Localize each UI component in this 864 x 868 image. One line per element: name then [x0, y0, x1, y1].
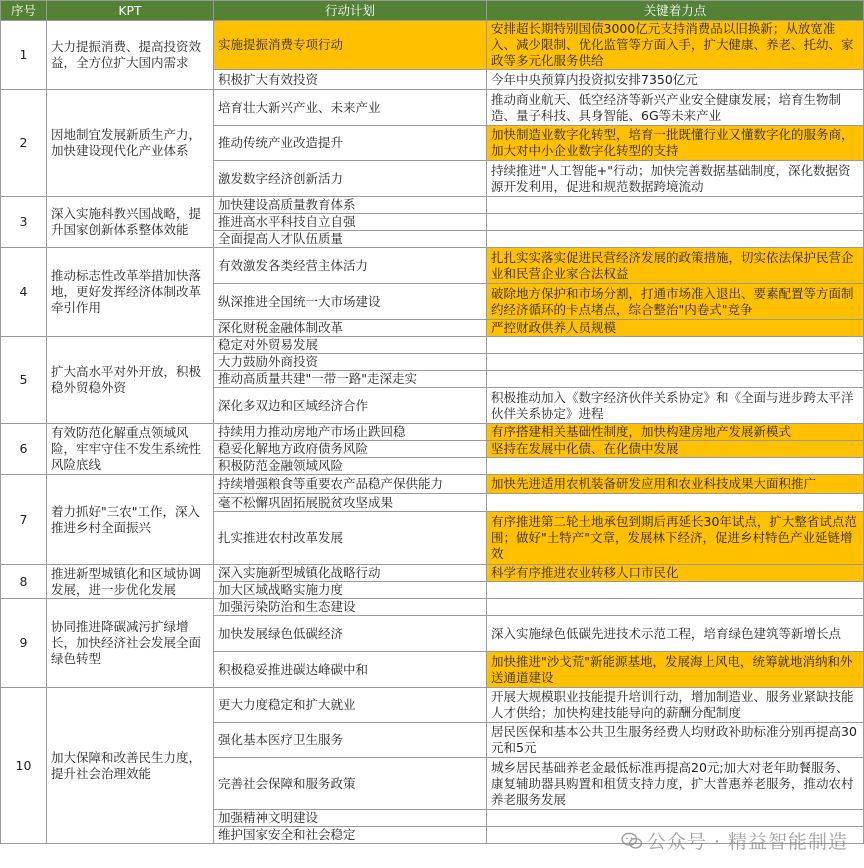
key-point-cell: 加快先进适用农机装备研发应用和农业科技成果大面积推广: [487, 475, 864, 494]
header-kpt: KPT: [47, 1, 214, 21]
action-plan-cell: 激发数字经济创新活力: [214, 161, 487, 197]
section-kpt: 着力抓好"三农"工作，深入推进乡村全面振兴: [47, 475, 214, 565]
key-point-cell: 坚持在发展中化债、在化债中发展: [487, 441, 864, 458]
key-point-cell: [487, 231, 864, 248]
action-plan-cell: 有效激发各类经营主体活力: [214, 248, 487, 284]
table-row: [1, 688, 864, 723]
action-plan-cell: 加快建设高质量教育体系: [214, 197, 487, 214]
key-point-cell: 有序推进第二轮土地承包到期后再延长30年试点，扩大整省试点范围；做好"土特产"文章，发展林下经济，促进乡村特色产业延链增效: [487, 512, 864, 565]
action-plan-cell: 大力鼓励外商投资: [214, 354, 487, 371]
key-point-cell: 持续推进"人工智能+"行动；加快完善数据基础制度，深化数据资源开发利用，促进和规范数据跨境流动: [487, 161, 864, 197]
action-plan-cell: 深化财税金融体制改革: [214, 320, 487, 337]
action-plan-cell: 加强精神文明建设: [214, 810, 487, 827]
action-plan-cell: 推动高质量共建"一带一路"走深走实: [214, 371, 487, 388]
action-plan-cell: 培育壮大新兴产业、未来产业: [214, 90, 487, 126]
action-plan-cell: 加快发展绿色低碳经济: [214, 616, 487, 652]
action-plan-cell: 推动传统产业改造提升: [214, 126, 487, 161]
key-point-cell: [487, 371, 864, 388]
key-point-cell: 推动商业航天、低空经济等新兴产业安全健康发展；培育生物制造、量子科技、具身智能、6G等未来产业: [487, 90, 864, 126]
action-plan-cell: 稳定对外贸易发展: [214, 337, 487, 354]
key-point-cell: 居民医保和基本公共卫生服务经费人均财政补助标准分别再提高30元和5元: [487, 723, 864, 758]
section-kpt: 推动标志性改革举措加快落地，更好发挥经济体制改革牵引作用: [47, 248, 214, 337]
section-index: 1: [1, 21, 47, 90]
section-index: 2: [1, 90, 47, 197]
key-point-cell: [487, 810, 864, 827]
section-kpt: 因地制宜发展新质生产力，加快建设现代化产业体系: [47, 90, 214, 197]
section-kpt: 扩大高水平对外开放，积极稳外贸稳外资: [47, 337, 214, 424]
key-point-cell: [487, 354, 864, 371]
section-index: 3: [1, 197, 47, 248]
key-point-cell: 今年中央预算内投资拟安排7350亿元: [487, 70, 864, 90]
action-plan-cell: 强化基本医疗卫生服务: [214, 723, 487, 758]
watermark-text: 公众号 · 精益智能制造: [646, 831, 848, 853]
key-point-cell: 严控财政供养人员规模: [487, 320, 864, 337]
table-row: [1, 565, 864, 582]
action-plan-cell: 全面提高人才队伍质量: [214, 231, 487, 248]
section-index: 4: [1, 248, 47, 337]
key-point-cell: 深入实施绿色低碳先进技术示范工程，培育绿色建筑等新增长点: [487, 616, 864, 652]
key-point-cell: 城乡居民基础养老金最低标准再提高20元;加大对老年助餐服务、康复辅助器具购置和租赁支持力度，扩大普惠养老服务，推动农村养老服务发展: [487, 758, 864, 810]
section-index: 9: [1, 599, 47, 688]
key-point-cell: 破除地方保护和市场分割，打通市场准入退出、要素配置等方面制约经济循环的卡点堵点，综合整治"内卷式"竞争: [487, 284, 864, 320]
section-kpt: 有效防范化解重点领域风险，牢牢守住不发生系统性风险底线: [47, 424, 214, 475]
action-plan-cell: 维护国家安全和社会稳定: [214, 827, 487, 844]
key-point-cell: [487, 599, 864, 616]
action-plan-cell: 积极扩大有效投资: [214, 70, 487, 90]
action-plan-cell: 实施提振消费专项行动: [214, 21, 487, 70]
header-key-points: 关键着力点: [487, 1, 864, 21]
key-point-cell: 安排超长期特别国债3000亿元支持消费品以旧换新；从放宽准入、减少限制、优化监管等方面入手，扩大健康、养老、托幼、家政等多元化服务供给: [487, 21, 864, 70]
table-row: [1, 21, 864, 70]
action-plan-cell: 完善社会保障和服务政策: [214, 758, 487, 810]
section-index: 5: [1, 337, 47, 424]
section-index: 7: [1, 475, 47, 565]
action-plan-cell: 持续用力推动房地产市场止跌回稳: [214, 424, 487, 441]
action-plan-cell: 持续增强粮食等重要农产品稳产保供能力: [214, 475, 487, 494]
key-point-cell: 有序搭建相关基础性制度，加快构建房地产发展新模式: [487, 424, 864, 441]
action-plan-cell: 加大区域战略实施力度: [214, 582, 487, 599]
section-index: 10: [1, 688, 47, 844]
section-kpt: 深入实施科教兴国战略，提升国家创新体系整体效能: [47, 197, 214, 248]
table-header-row: [1, 1, 864, 21]
key-point-cell: 积极推动加入《数字经济伙伴关系协定》和《全面与进步跨太平洋伙伴关系协定》进程: [487, 388, 864, 424]
key-point-cell: 加快推进"沙戈荒"新能源基地，发展海上风电，统筹就地消纳和外送通道建设: [487, 652, 864, 688]
key-point-cell: 开展大规模职业技能提升培训行动，增加制造业、服务业紧缺技能人才供给；加快构建技能导向的薪酬分配制度: [487, 688, 864, 723]
section-kpt: 大力提振消费、提高投资效益，全方位扩大国内需求: [47, 21, 214, 90]
table-row: [1, 197, 864, 214]
action-plan-cell: 加强污染防治和生态建设: [214, 599, 487, 616]
header-index: 序号: [1, 1, 47, 21]
table-row: [1, 599, 864, 616]
action-plan-cell: 稳妥化解地方政府债务风险: [214, 441, 487, 458]
section-kpt: 协同推进降碳减污扩绿增长，加快经济社会发展全面绿色转型: [47, 599, 214, 688]
key-point-cell: [487, 337, 864, 354]
table-row: [1, 90, 864, 126]
section-kpt: 推进新型城镇化和区域协调发展，进一步优化发展: [47, 565, 214, 599]
section-index: 6: [1, 424, 47, 475]
header-action-plan: 行动计划: [214, 1, 487, 21]
key-point-cell: [487, 458, 864, 475]
key-point-cell: [487, 582, 864, 599]
action-plan-cell: 深入实施新型城镇化战略行动: [214, 565, 487, 582]
key-point-cell: 科学有序推进农业转移人口市民化: [487, 565, 864, 582]
action-plan-cell: 推进高水平科技自立自强: [214, 214, 487, 231]
key-point-cell: [487, 197, 864, 214]
action-plan-cell: 扎实推进农村改革发展: [214, 512, 487, 565]
key-point-cell: [487, 494, 864, 512]
action-plan-cell: 积极防范金融领域风险: [214, 458, 487, 475]
table-row: [1, 337, 864, 354]
action-plan-cell: 毫不松懈巩固拓展脱贫攻坚成果: [214, 494, 487, 512]
table-row: [1, 424, 864, 441]
action-plan-cell: 积极稳妥推进碳达峰碳中和: [214, 652, 487, 688]
wechat-logo-icon: [621, 832, 643, 850]
action-plan-cell: 纵深推进全国统一大市场建设: [214, 284, 487, 320]
watermark: [621, 827, 848, 854]
key-point-cell: [487, 214, 864, 231]
section-index: 8: [1, 565, 47, 599]
table-row: [1, 248, 864, 284]
table-row: [1, 475, 864, 494]
key-point-cell: 扎扎实实落实促进民营经济发展的政策措施，切实依法保护民营企业和民营企业家合法权益: [487, 248, 864, 284]
action-plan-cell: 更大力度稳定和扩大就业: [214, 688, 487, 723]
section-kpt: 加大保障和改善民生力度，提升社会治理效能: [47, 688, 214, 844]
action-plan-cell: 深化多双边和区域经济合作: [214, 388, 487, 424]
key-point-cell: 加快制造业数字化转型，培育一批既懂行业又懂数字化的服务商，加大对中小企业数字化转型的支持: [487, 126, 864, 161]
